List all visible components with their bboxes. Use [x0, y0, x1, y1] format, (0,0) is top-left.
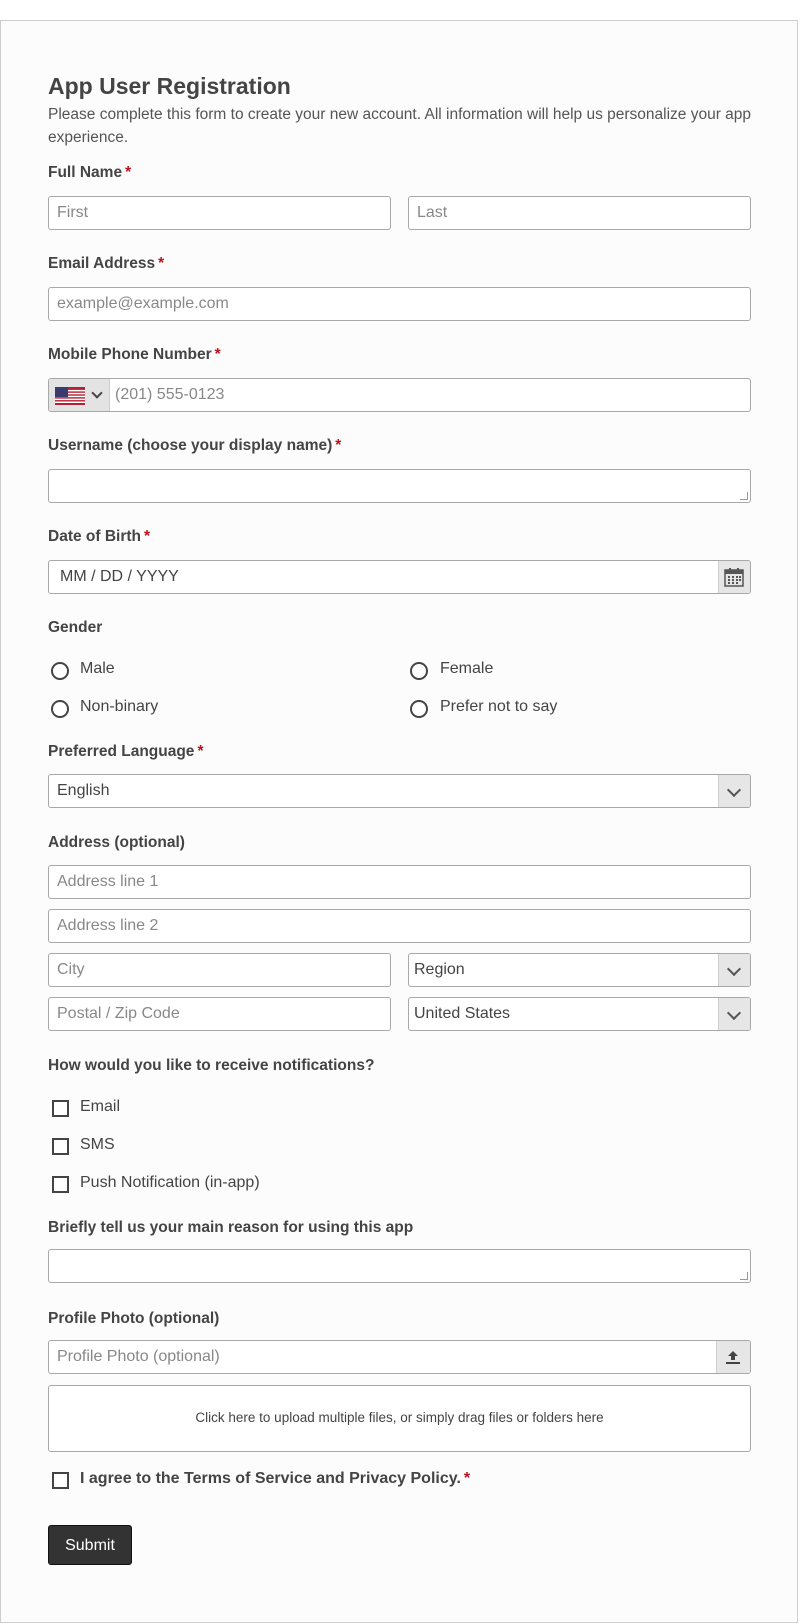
- radio-label-non-binary: Non-binary: [80, 698, 159, 715]
- chevron-down-icon: [727, 783, 741, 797]
- full-name-label: Full Name *: [48, 164, 132, 181]
- checkbox-email[interactable]: [52, 1100, 69, 1117]
- email-label: Email Address *: [48, 255, 165, 272]
- photo-input[interactable]: [48, 1340, 751, 1374]
- dropzone-text: Click here to upload multiple files, or simply drag files or folders here: [195, 1410, 604, 1425]
- terms-label: I agree to the Terms of Service and Privacy Policy. *: [80, 1470, 471, 1487]
- checkbox-terms[interactable]: [52, 1472, 69, 1489]
- language-select[interactable]: [48, 774, 751, 808]
- dob-label: Date of Birth *: [48, 528, 151, 545]
- radio-label-male: Male: [80, 660, 115, 677]
- checkbox-label-sms: SMS: [80, 1136, 115, 1153]
- radio-label-prefer-not: Prefer not to say: [440, 698, 558, 715]
- address-line2-input[interactable]: Address line 2: [48, 909, 751, 943]
- last-name-input[interactable]: Last: [408, 196, 751, 230]
- city-input[interactable]: City: [48, 953, 391, 987]
- upload-button[interactable]: [716, 1341, 750, 1373]
- resize-handle-icon[interactable]: [740, 1272, 748, 1280]
- radio-prefer-not[interactable]: [410, 700, 428, 718]
- resize-handle-icon[interactable]: [740, 492, 748, 500]
- region-select[interactable]: [408, 953, 751, 987]
- country-code-select[interactable]: [49, 379, 110, 411]
- first-name-input[interactable]: First: [48, 196, 391, 230]
- radio-female[interactable]: [410, 662, 428, 680]
- radio-label-female: Female: [440, 660, 494, 677]
- phone-input[interactable]: [48, 378, 751, 412]
- phone-label: Mobile Phone Number *: [48, 346, 221, 363]
- username-input[interactable]: [48, 469, 751, 503]
- chevron-down-icon: [727, 962, 741, 976]
- calendar-icon: [724, 567, 744, 587]
- checkbox-label-email: Email: [80, 1098, 121, 1115]
- chevron-down-icon: [727, 1006, 741, 1020]
- chevron-down-icon: [91, 387, 102, 398]
- form-title: App User Registration: [48, 73, 291, 99]
- email-input[interactable]: example@example.com: [48, 287, 751, 321]
- photo-label: Profile Photo (optional): [48, 1310, 220, 1327]
- address-label: Address (optional): [48, 834, 185, 851]
- country-select[interactable]: [408, 997, 751, 1031]
- address-line1-input[interactable]: Address line 1: [48, 865, 751, 899]
- photo-placeholder: Profile Photo (optional): [57, 1348, 220, 1365]
- checkbox-push[interactable]: [52, 1176, 69, 1193]
- reason-input[interactable]: [48, 1249, 751, 1283]
- country-dropdown-button[interactable]: [718, 998, 750, 1030]
- phone-placeholder: (201) 555-0123: [115, 386, 225, 403]
- username-label: Username (choose your display name) *: [48, 437, 342, 454]
- region-dropdown-button[interactable]: [718, 954, 750, 986]
- language-label: Preferred Language *: [48, 743, 204, 760]
- calendar-button[interactable]: [718, 561, 750, 593]
- dob-placeholder: MM / DD / YYYY: [60, 568, 179, 585]
- region-selected: Region: [414, 961, 465, 978]
- dob-input[interactable]: [48, 560, 751, 594]
- country-selected: United States: [414, 1005, 511, 1022]
- language-dropdown-button[interactable]: [718, 775, 750, 807]
- postal-code-input[interactable]: Postal / Zip Code: [48, 997, 391, 1031]
- gender-label: Gender: [48, 619, 103, 636]
- file-dropzone[interactable]: [48, 1385, 751, 1452]
- language-selected: English: [57, 782, 110, 799]
- checkbox-sms[interactable]: [52, 1138, 69, 1155]
- upload-icon: [725, 1349, 741, 1365]
- radio-male[interactable]: [51, 662, 69, 680]
- notifications-label: How would you like to receive notifications?: [48, 1057, 375, 1074]
- reason-label: Briefly tell us your main reason for using this app: [48, 1219, 414, 1236]
- radio-non-binary[interactable]: [51, 700, 69, 718]
- form-description: Please complete this form to create your new account. All information will help us personalize your app experience.: [48, 106, 752, 146]
- submit-button[interactable]: Submit: [48, 1525, 132, 1565]
- us-flag-icon: [55, 386, 85, 405]
- checkbox-label-push: Push Notification (in-app): [80, 1174, 260, 1191]
